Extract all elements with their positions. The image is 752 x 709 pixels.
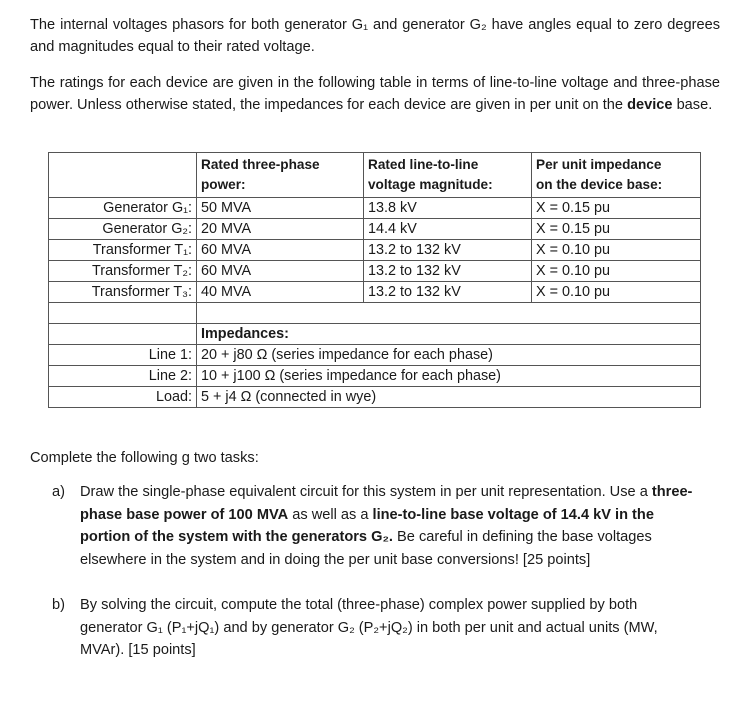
table-row [49, 282, 701, 303]
header-power: Rated three-phase power: [197, 153, 364, 198]
task-b [80, 594, 702, 662]
line-name: Line 1: [49, 345, 197, 366]
device-power: 40 MVA [197, 282, 364, 303]
header-voltage: Rated line-to-line voltage magnitude: [364, 153, 532, 198]
line-name: Load: [49, 387, 197, 408]
task-a-text-1: Draw the single-phase equivalent circuit for this system in per unit representation. Use a [80, 484, 652, 500]
ratings-table [48, 152, 701, 408]
table-header-row [49, 153, 701, 198]
spacer-cell [197, 303, 701, 324]
intro-text-2a: The ratings for each device are given in the following table in terms of line-to-line voltage and three-phase power. Unless otherwise stated, the impedances for each device are given in per unit on the [30, 75, 720, 113]
table-row [49, 261, 701, 282]
impedances-header-row [49, 324, 701, 345]
device-name: Transformer T₃: [49, 282, 197, 303]
task-a-text-3: Be careful in defining the base voltages elsewhere in the system and in doing the per unit base conversions! [25 points] [80, 529, 652, 568]
device-voltage: 13.2 to 132 kV [364, 261, 532, 282]
intro-text-1: The internal voltages phasors for both generator G₁ and generator G₂ have angles equal to zero degrees and magnitudes equal to their rated voltage. [30, 17, 720, 55]
device-name: Generator G₁: [49, 198, 197, 219]
task-b-marker: b) [52, 597, 65, 613]
header-impedance: Per unit impedance on the device base: [532, 153, 701, 198]
line-value: 5 + j4 Ω (connected in wye) [197, 387, 701, 408]
header-empty-cell [49, 153, 197, 198]
line-name: Line 2: [49, 366, 197, 387]
device-voltage: 13.2 to 132 kV [364, 240, 532, 261]
intro-paragraph-1 [30, 14, 720, 58]
intro-text-2b: base. [672, 97, 713, 113]
line-value: 20 + j80 Ω (series impedance for each phase) [197, 345, 701, 366]
task-a-text-2: as well as a [288, 506, 373, 523]
tasks-intro-text: Complete the following g two tasks: [30, 450, 259, 466]
device-voltage: 14.4 kV [364, 219, 532, 240]
device-impedance: X = 0.10 pu [532, 282, 701, 303]
spacer-cell [49, 303, 197, 324]
intro-text-2-bold: device [627, 97, 673, 113]
task-b-text: By solving the circuit, compute the total (three-phase) complex power supplied by both generator G₁ (P₁+jQ₁) and by generator G₂ (P₂+jQ₂) in both per unit and actual units (MW, MVAr). [15 points] [80, 597, 658, 658]
device-impedance: X = 0.10 pu [532, 261, 701, 282]
table-row [49, 240, 701, 261]
impedances-empty-cell [49, 324, 197, 345]
task-a-bold-2: line-to-line base voltage of 14.4 kV in the portion of the system with the generators G₂. [80, 506, 654, 545]
table-row [49, 366, 701, 387]
table-row [49, 345, 701, 366]
table-row [49, 198, 701, 219]
tasks-intro [30, 447, 720, 469]
impedances-header: Impedances: [197, 324, 701, 345]
device-name: Transformer T₁: [49, 240, 197, 261]
device-power: 20 MVA [197, 219, 364, 240]
device-power: 60 MVA [197, 240, 364, 261]
device-impedance: X = 0.15 pu [532, 219, 701, 240]
table-row [49, 387, 701, 408]
device-impedance: X = 0.15 pu [532, 198, 701, 219]
device-voltage: 13.2 to 132 kV [364, 282, 532, 303]
device-name: Transformer T₂: [49, 261, 197, 282]
table-row [49, 219, 701, 240]
device-impedance: X = 0.10 pu [532, 240, 701, 261]
table-spacer-row [49, 303, 701, 324]
task-a [80, 481, 702, 571]
line-value: 10 + j100 Ω (series impedance for each phase) [197, 366, 701, 387]
task-a-bold-1: three-phase base power of 100 MVA [80, 484, 693, 523]
intro-paragraph-2 [30, 72, 720, 116]
device-voltage: 13.8 kV [364, 198, 532, 219]
task-a-marker: a) [52, 484, 65, 500]
device-power: 60 MVA [197, 261, 364, 282]
device-power: 50 MVA [197, 198, 364, 219]
device-name: Generator G₂: [49, 219, 197, 240]
